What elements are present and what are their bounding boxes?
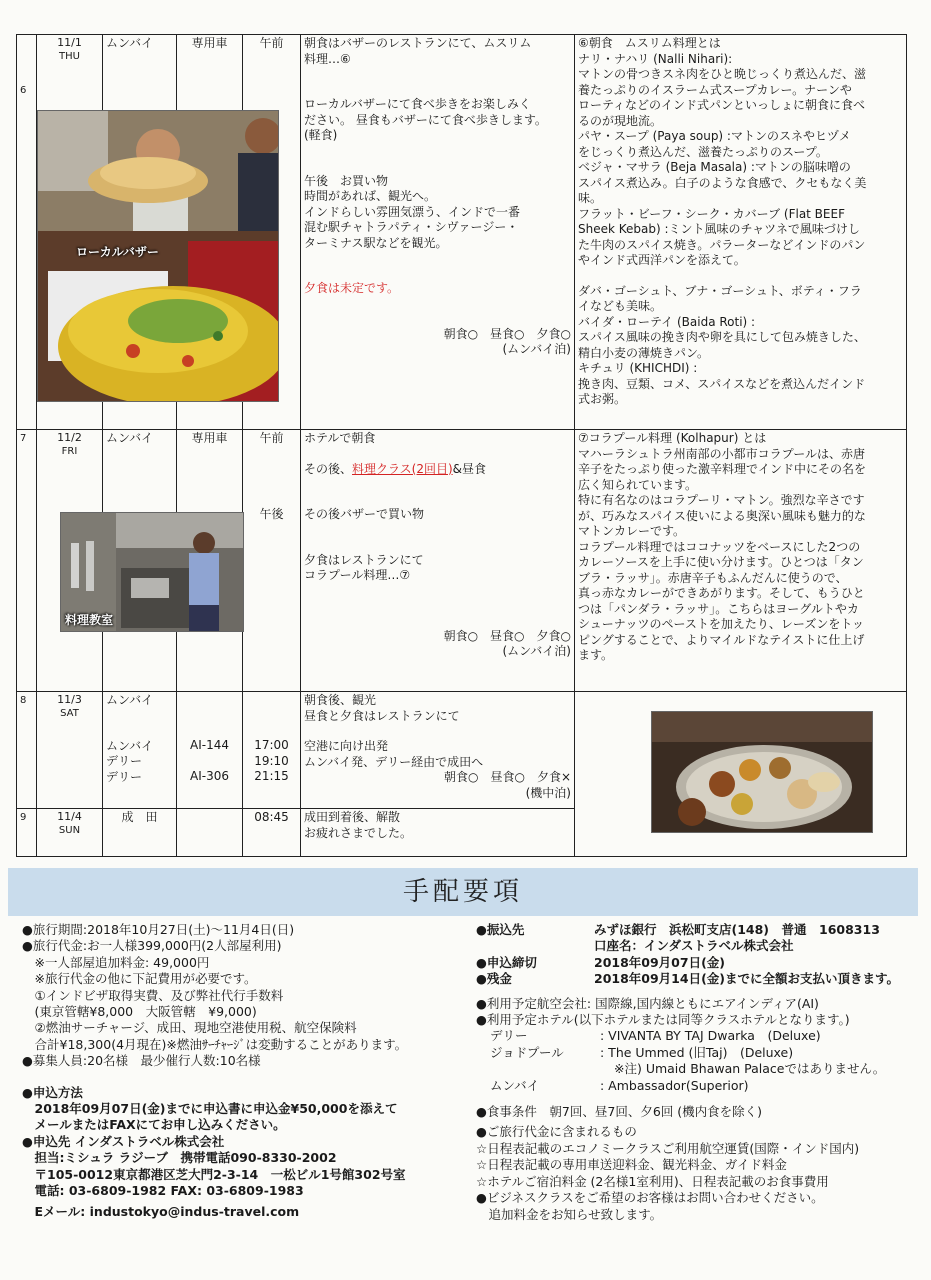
note-cell: ⑥朝食 ムスリム料理とは ナリ・ナハリ (Nalli Nihari): マトンの骨つきスネ肉をひと晩じっくり煮込んだ、滋 養たっぷりのイスラーム式スープカレー。ナーンや ローティなどのインド式パンといっしょに朝食に食べ るのが現地流。 パヤ・スープ (Paya soup) :マトンのスネやヒヅメ をじっくり煮込んだ、滋養たっぷりのスープ。 ベジャ・マサラ (Beja Masala) :マトンの脳味噌の スパイス煮込み。白子のような食感で、クセもなく美 味。 フラット・ビーフ・シーク・カバーブ (Flat BEEF Sheek Kebab) :ミント風味のチャツネで風味づけし た牛肉のスパイス焼き。パラーターなどインドのパン やインド式西洋パンを添えて。 ダバ・ゴーシュト、ブナ・ゴーシュト、ボティ・フラ イなども美味。 バイダ・ローテイ (Baida Roti) : スパイス風味の挽き肉や卵を具にして包み焼きした、 精白小麦の薄焼きパン。 キチュリ (KHICHDI) : 挽き肉、豆類、コメ、スパイスなどを煮込んだインド 式お粥。 <box>575 35 907 430</box>
photo-caption: 料理教室 <box>65 613 114 627</box>
plan-cell: 朝食はバザーのレストランにて、ムスリム 料理…⑥ ローカルバザーにて食べ歩きをお楽しみく ださい。 昼食もバザーにて食べ歩きします。 (軽食) 午後 お買い物 時間があれば、観光へ。 インドらしい雰囲気漂う、インドで一番 混む駅チャトラパティ・シヴァージー・ ターミナス駅などを観光。 夕食は未定です。 朝食○ 昼食○ 夕食○ (ムンバイ泊) <box>301 35 575 430</box>
day-number: 6 <box>17 35 37 430</box>
photo-caption: ローカルバザー <box>76 245 159 259</box>
time-cell: 17:00 19:10 21:15 <box>243 692 301 809</box>
flight-cell: AI-144 AI-306 <box>177 692 243 809</box>
day-number: 7 <box>17 430 37 692</box>
dinner-note: 夕食は未定です。 <box>304 281 400 295</box>
date-cell: 11/1 THU <box>37 35 103 430</box>
cooking-class-photo <box>60 512 244 632</box>
thali-photo <box>651 711 873 833</box>
date-cell: 11/4 SUN <box>37 809 103 857</box>
cooking-class-link: 料理クラス(2回目) <box>352 461 453 476</box>
day-number: 8 <box>17 692 37 809</box>
city-cell: 成 田 <box>103 809 177 857</box>
section-title: 手配要項 <box>402 877 523 907</box>
date-cell: 11/3 SAT <box>37 692 103 809</box>
time-cell: 午前 <box>243 35 301 430</box>
section-banner <box>8 868 918 916</box>
time-cell: 08:45 <box>243 809 301 857</box>
plan-cell: 成田到着後、解散 お疲れさまでした。 <box>301 809 575 857</box>
payment-details: ●振込先 みずほ銀行 浜松町支店(148) 普通 1608313 口座名：インダストラベル株式会社 ●申込締切 2018年09月07日(金) ●残金 2018年09月14日(金)までに全額お支払い頂きます。 ●利用予定航空会社: 国際線,国内線ともにエアインディア(AI) ●利用予定ホテル(以下ホテルまたは同等クラスホテルとなります。) デリー : VIVANTA BY TAJ Dwarka (Deluxe) ジョドプール : The Ummed (旧Taj) (Deluxe) ※注) Umaid Bhawan Palaceではありません。 ムンバイ : Ambassador(Superior) ●食事条件 朝7回、昼7回、夕6回 (機内食を除く) ●ご旅行代金に含まれるもの ☆日程表記載のエコノミークラスご利用航空運賃(国際・インド国内) ☆日程表記載の専用車送迎料金、観光料金、ガイド料金 ☆ホテルご宿泊料金 (2名様1室利用)、日程表記載のお食事費用 ●ビジネスクラスをご希望のお客様はお問い合わせください。 追加料金をお知らせ致します。 <box>476 922 900 1222</box>
time-cell: 午前 午後 <box>243 430 301 692</box>
plan-cell: ホテルで朝食 その後、料理クラス(2回目)&昼食 その後バザーで買い物 夕食はレストランにて コラプール料理…⑦ 朝食○ 昼食○ 夕食○ (ムンバイ泊) <box>301 430 575 692</box>
transport-cell: 専用車 <box>177 430 243 692</box>
bazaar-photo <box>37 110 279 402</box>
note-cell: ⑦コラプール料理 (Kolhapur) とは マハーラシュトラ州南部の小都市コラプールは、赤唐 辛子をたっぷり使った激辛料理でインド中にその名を 広く知られています。 特に有名なのはコラプーリ・マトン。強烈な辛さです が、巧みなスパイス使いによる奥深い風味も魅力的な マトンカレーです。 コラプール料理ではココナッツをベースにした2つの カレーソースを上手に使い分けます。ひとつは「タン ブラ・ラッサ」。赤唐辛子もふんだんに使うので、 真っ赤なカレーができあがります。そして、もうひと つは「パンダラ・ラッサ」。こちらはヨーグルトやカ シューナッツのペーストを加えたり、レーズンをトッ ピングすることで、よりマイルドなテイストに仕上げ ます。 <box>575 430 907 692</box>
transport-cell <box>177 809 243 857</box>
thali-photo-image <box>652 712 872 832</box>
day-number: 9 <box>17 809 37 857</box>
email-link[interactable]: Eメール: industokyo@indus-travel.com <box>22 1203 300 1219</box>
transport-cell: 専用車 <box>177 35 243 430</box>
date-cell: 11/2 FRI <box>37 430 103 692</box>
trip-details: ●旅行期間:2018年10月27日(土)～11月4日(日) ●旅行代金:お一人様399,000円(2人部屋利用) ※一人部屋追加料金: 49,000円 ※旅行代金の他に下記費用が必要です。 ①インドビザ取得実費、及び弊社代行手数料 (東京管轄¥8,000 大阪管轄 ¥9,000) ②燃油サーチャージ、成田、現地空港使用税、航空保険料 合計¥18,300(4月現在)※燃油ｻｰﾁｬｰｼﾞは変動することがあります。 ●募集人員:20名様 最少催行人数:10名様 ●申込方法 2018年09月07日(金)までに申込書に申込金¥50,000を添えて メールまたはFAXにてお申し込みください。 ●申込先 インダストラベル株式会社 担当:ミシュラ ラジーブ 携帯電話090-8330-2002 〒105-0012東京都港区芝大門2-3-14 一松ビル1号館302号室 電話: 03-6809-1982 FAX: 03-6809-1983 Eメール: industokyo@indus-travel.com <box>22 922 408 1219</box>
plan-cell: 朝食後、観光 昼食と夕食はレストランにて 空港に向け出発 ムンバイ発、デリー経由で成田へ 朝食○ 昼食○ 夕食× (機中泊) <box>301 692 575 809</box>
city-cell: ムンバイ <box>103 35 177 430</box>
city-cell: ムンバイ <box>103 430 177 692</box>
city-cell: ムンバイ ムンバイ デリー デリー <box>103 692 177 809</box>
